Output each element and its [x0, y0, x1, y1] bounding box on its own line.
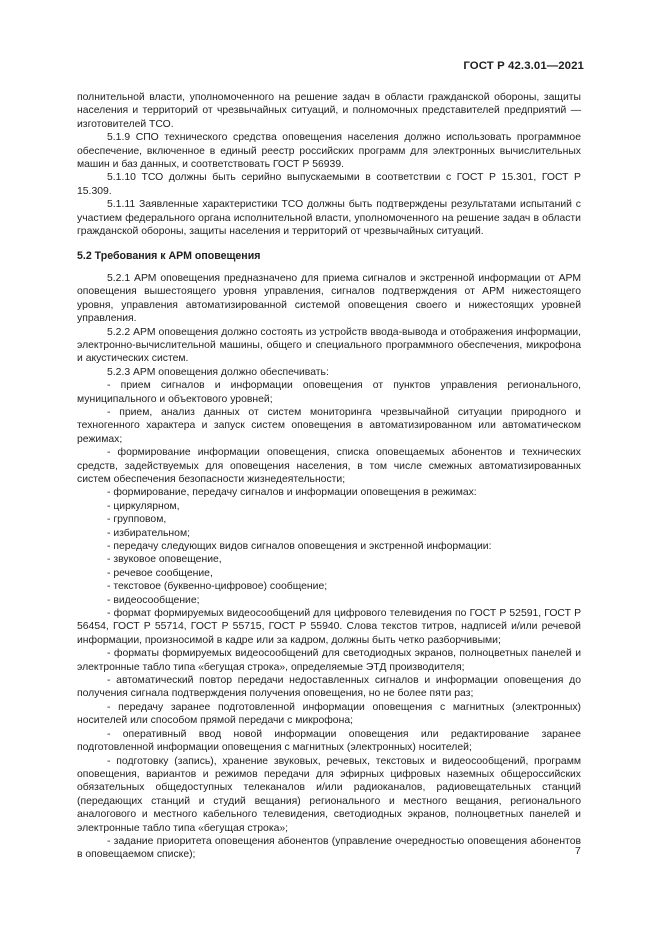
list-item: - формат формируемых видеосообщений для цифрового телевидения по ГОСТ Р 52591, ГОСТ Р 56454, ГОСТ Р 55714, ГОСТ Р 55715, ГОСТ Р 55940. Слова текстов титров, надписей и/или речевой информации, произносимой в кадре или за кадром, должны быть четко разборчивыми; — [77, 608, 581, 646]
list-item: - подготовку (запись), хранение звуковых, речевых, текстовых и видеосообщений, программ оповещения, вариантов и режимов передачи для эфирных цифровых наземных общероссийских обязательных общедоступных телеканалов и/или радиоканалов, радиовещательных станций (передающих станций и студий вещания) регионального и местного вещания, регионального аналогового и местного кабельного телевидения, светодиодных экранов, полноцветных панелей и электронные табло типа «бегущая строка»; — [77, 755, 581, 834]
paragraph: полнительной власти, уполномоченного на решение задач в области гражданской обороны, защиты населения и территорий от чрезвычайных ситуаций, и полномочных представителей предприятий — изготовителей ТСО. — [77, 92, 581, 130]
list-item: - формирование, передачу сигналов и информации оповещения в режимах: — [107, 487, 477, 499]
list-item: - передачу заранее подготовленной информации оповещения с магнитных (электронных) носителей или способом прямой передачи с микрофона; — [77, 701, 581, 727]
list-item: - передачу следующих видов сигналов оповещения и экстренной информации: — [107, 541, 492, 552]
paragraph-5-1-11: 5.1.11 Заявленные характеристики ТСО должны быть подтверждены результатами испытаний с участием федерального органа исполнительной власти, уполномоченного на решение задач в области гражданской обороны, защиты населения и территорий от чрезвычайных ситуаций. — [77, 199, 581, 238]
list-item: - избирательном; — [107, 527, 190, 539]
list-item: - формирование информации оповещения, списка оповещаемых абонентов и технических средств, задействуемых для оповещения населения, в том числе смежных автоматизированных систем обеспечения безопасности жизнедеятельности; — [77, 447, 581, 485]
list-item: - циркулярном, — [107, 500, 180, 512]
list-item: - прием сигналов и информации оповещения от пунктов управления регионального, муниципального и объектового уровней; — [77, 380, 581, 405]
paragraph-5-2-3: 5.2.3 АРМ оповещения должно обеспечивать: — [107, 366, 329, 378]
list-item: - прием, анализ данных от систем мониторинга чрезвычайной ситуации природного и техногенного характера и запуск систем оповещения в автоматизированном или автоматическом режимах; — [77, 406, 581, 445]
page-number: 7 — [575, 846, 581, 857]
list-item: - оперативный ввод новой информации оповещения или редактирование заранее подготовленной информации оповещения с магнитных (электронных) носителей; — [77, 728, 581, 754]
list-item: - речевое сообщение, — [107, 567, 213, 579]
paragraph-5-1-10: 5.1.10 ТСО должны быть серийно выпускаемыми в соответствии с ГОСТ Р 15.301, ГОСТ Р 15.309. — [77, 172, 581, 197]
list-item: - звуковое оповещение, — [107, 554, 222, 566]
standard-code-header: ГОСТ Р 42.3.01—2021 — [463, 60, 584, 72]
list-item: - автоматический повтор передачи недоставленных сигналов и информации оповещения до получения сигнала подтверждения получения оповещения, но не более пяти раз; — [77, 675, 581, 700]
document-body — [77, 91, 581, 862]
section-heading-5-2: 5.2 Требования к АРМ оповещения — [77, 250, 261, 263]
paragraph-5-2-2: 5.2.2 АРМ оповещения должно состоять из устройств ввода-вывода и отображения информации, электронно-вычислительной машины, общего и специального программного обеспечения, микрофона и акустических систем. — [77, 326, 581, 365]
paragraph-5-2-1: 5.2.1 АРМ оповещения предназначено для приема сигналов и экстренной информации от АРМ оповещения вышестоящего уровня управления, сигналов подтверждения от АРМ нижестоящего уровня, управления автоматизированной системой оповещения своего и нижестоящих уровней управления. — [77, 272, 581, 325]
list-item: - форматы формируемых видеосообщений для светодиодных экранов, полноцветных панелей и электронные табло типа «бегущая строка», определяемые ЭТД производителя; — [77, 648, 581, 673]
list-item: - групповом, — [107, 514, 167, 526]
list-item: - видеосообщение; — [107, 594, 200, 606]
list-item: - задание приоритета оповещения абонентов (управление очередностью оповещения абонентов в оповещаемом списке); — [77, 835, 581, 861]
list-item: - текстовое (буквенно-цифровое) сообщение; — [107, 581, 328, 593]
paragraph-5-1-9: 5.1.9 СПО технического средства оповещения населения должно использовать программное обеспечение, включенное в единый реестр российских программ для электронных вычислительных машин и баз данных, и соответствовать ГОСТ Р 56939. — [77, 132, 581, 171]
